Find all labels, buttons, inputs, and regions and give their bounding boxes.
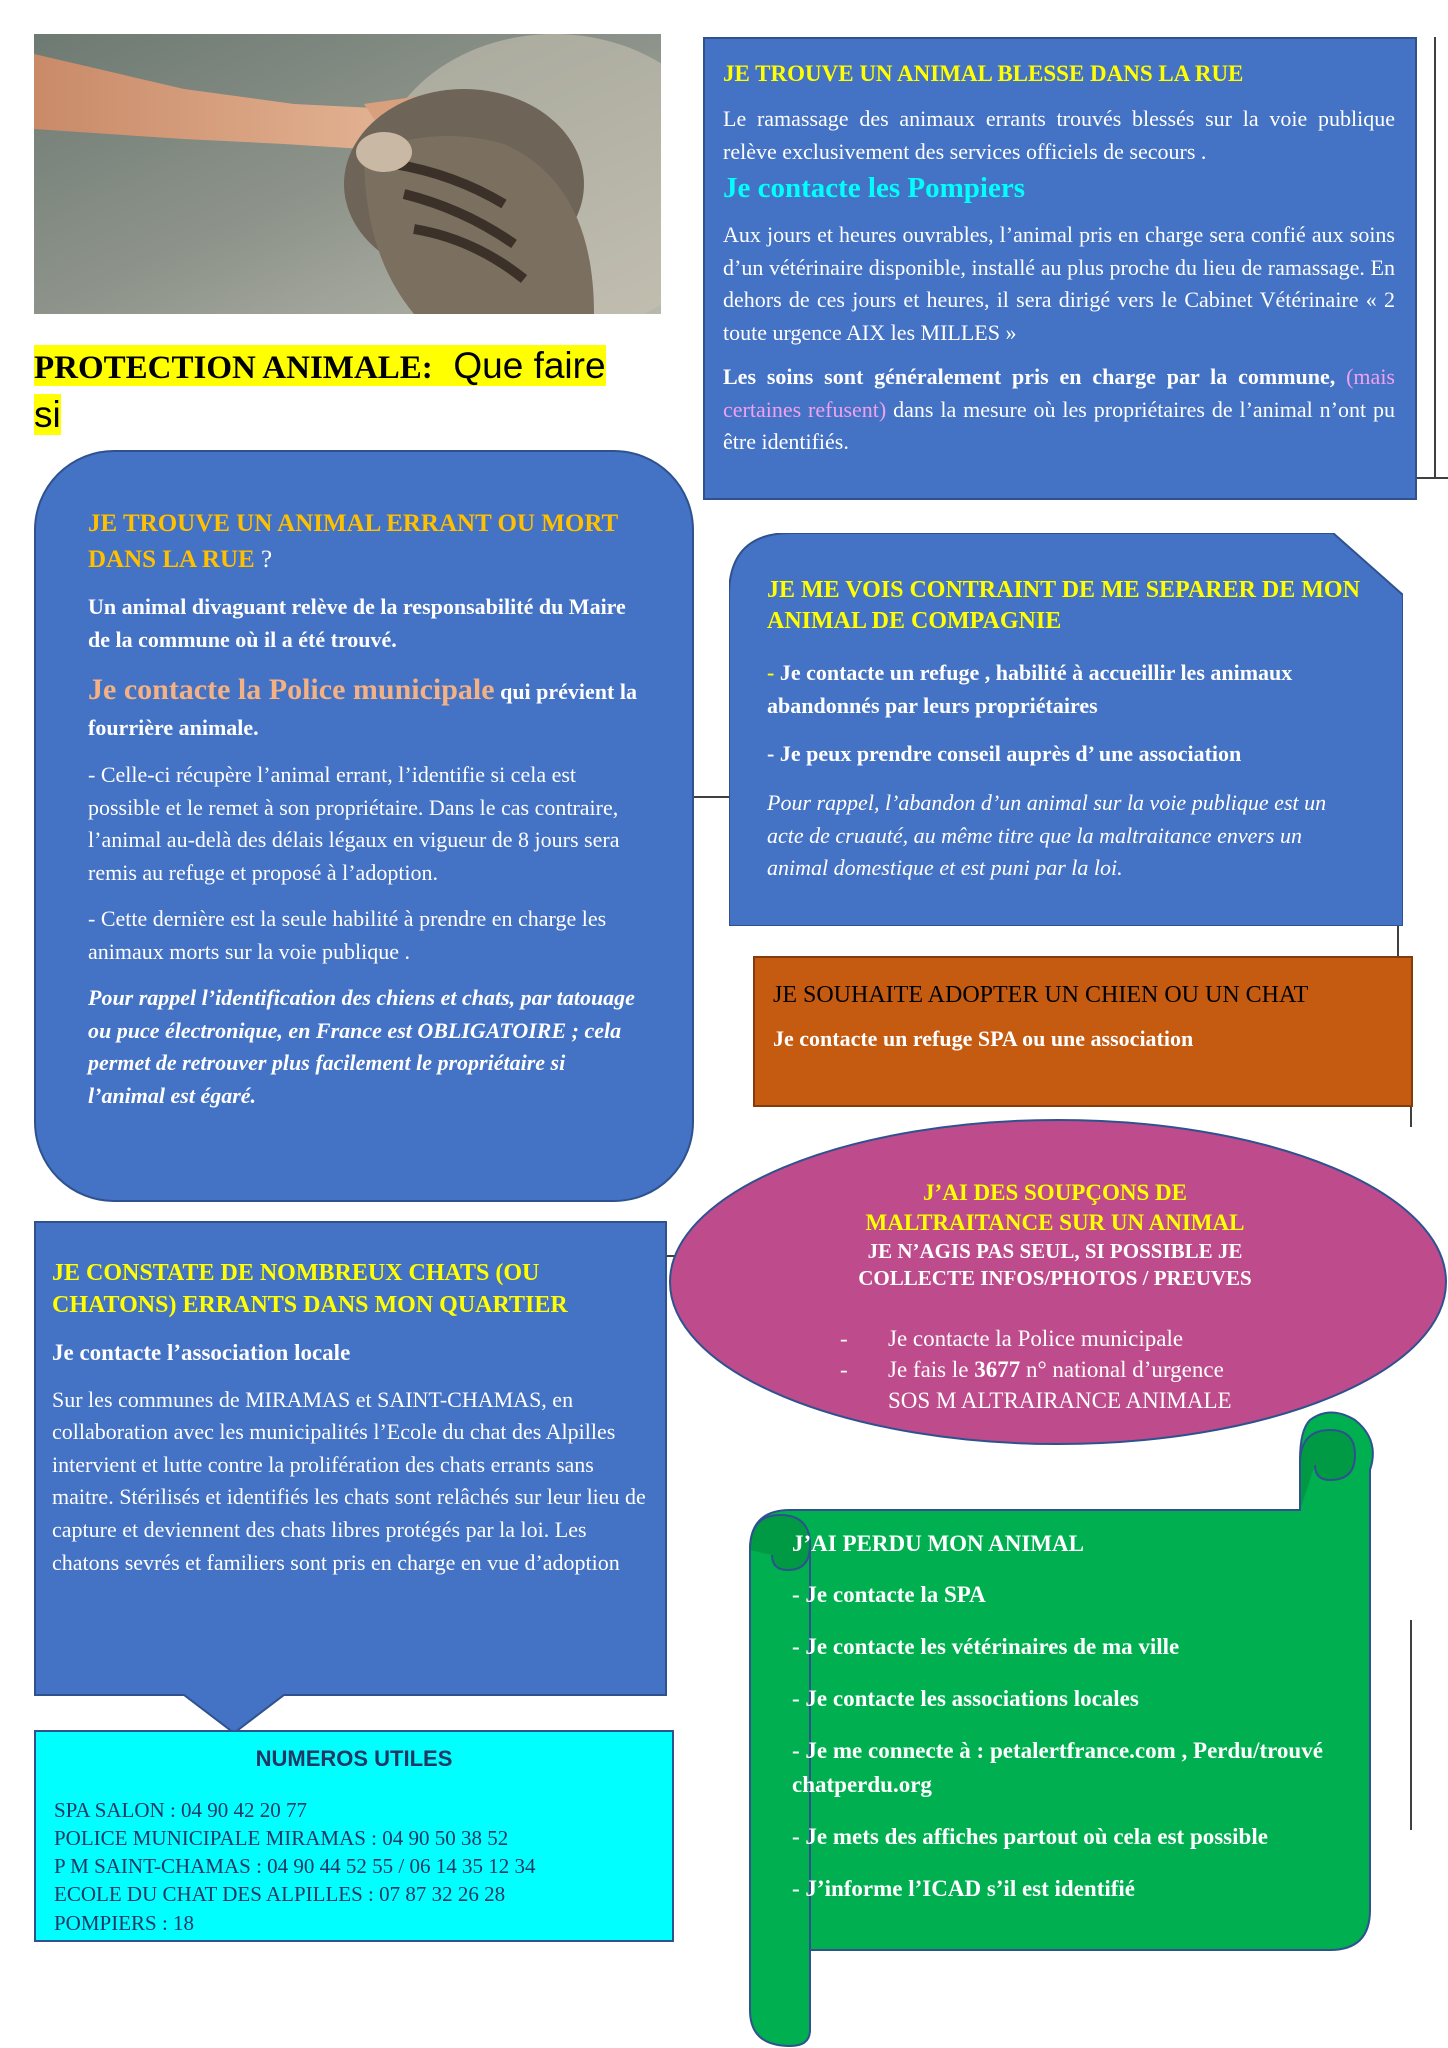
abuse-title-1: J’AI DES SOUPÇONS DE <box>923 1180 1187 1205</box>
separate-animal-box <box>729 533 1403 926</box>
stray-title <box>88 506 644 577</box>
stray-text-1: Un animal divaguant relève de la responsabilité du Maire de la commune où il a été trouvé. <box>88 594 626 652</box>
lost-title: J’AI PERDU MON ANIMAL <box>792 1531 1084 1556</box>
cats-contact: Je contacte l’association locale <box>52 1339 351 1365</box>
stray-contact: Je contacte la Police municipale <box>88 673 495 707</box>
page-title <box>34 342 610 440</box>
abuse-sub-1: JE N’AGIS PAS SEUL, SI POSSIBLE JE <box>867 1238 1243 1263</box>
abuse-item-2-a: Je fais le <box>888 1357 975 1383</box>
abuse-sub-2: COLLECTE INFOS/PHOTOS / PREUVES <box>858 1266 1252 1291</box>
number-line: POMPIERS : 18 <box>54 1910 195 1935</box>
abuse-list <box>840 1323 1360 1416</box>
cat-photo <box>34 34 661 314</box>
abuse-item-1: Je contacte la Police municipale <box>888 1326 1184 1351</box>
stray-title-q: ? <box>254 545 273 573</box>
lost-animal-box <box>792 1527 1382 1924</box>
abuse-dash: - <box>840 1326 848 1351</box>
number-line: SPA SALON : 04 90 42 20 77 <box>54 1798 308 1822</box>
separate-text-1-body: Je contacte un refuge , habilité à accueillir les animaux abandonnés par leurs propriétaires <box>767 660 1293 718</box>
injured-title: JE TROUVE UN ANIMAL BLESSE DANS LA RUE <box>723 61 1244 86</box>
separate-text-1 <box>767 657 1367 722</box>
useful-numbers-box <box>34 1730 674 1942</box>
injured-text-3-rest: dans la mesure où les propriétaires de l’animal n’ont pu être identifiés. <box>723 396 1395 455</box>
title-bold: PROTECTION ANIMALE: <box>34 350 433 386</box>
injured-text-1: Le ramassage des animaux errants trouvés blessés sur la voie publique relève exclusivement des services officiels de secours . <box>723 106 1395 164</box>
connector-line <box>1397 926 1399 956</box>
lost-item: - Je contacte la SPA <box>792 1582 986 1608</box>
abuse-item-2 <box>888 1354 1224 1385</box>
connector-line <box>694 796 730 798</box>
number-line: P M SAINT-CHAMAS : 04 90 44 52 55 / 06 14 35 12 34 <box>54 1854 536 1879</box>
adopt-title: JE SOUHAITE ADOPTER UN CHIEN OU UN CHAT <box>773 982 1309 1008</box>
abuse-title-2: MALTRAITANCE SUR UN ANIMAL <box>865 1209 1245 1235</box>
abuse-item-2-c: SOS M ALTRAIRANCE ANIMALE <box>888 1388 1232 1414</box>
stray-text-3: - Cette dernière est la seule habilité à prendre en charge les animaux morts sur la voie publique . <box>88 906 607 964</box>
stray-contact-rest: qui prévient la fourrière animale. <box>88 679 637 741</box>
abuse-box <box>740 1178 1370 1292</box>
cats-title: JE CONSTATE DE NOMBREUX CHATS (OU CHATONS) ERRANTS DANS MON QUARTIER <box>52 1260 568 1319</box>
separate-title: JE ME VOIS CONTRAINT DE ME SEPARER DE MON ANIMAL DE COMPAGNIE <box>767 577 1360 635</box>
stray-animal-box <box>34 450 694 1202</box>
lost-item: - Je contacte les vétérinaires de ma ville <box>792 1634 1180 1660</box>
abuse-item <box>840 1354 1360 1385</box>
numbers-title: NUMEROS UTILES <box>255 1746 453 1771</box>
injured-animal-box <box>703 37 1417 500</box>
injured-text-3 <box>723 361 1395 459</box>
adopt-text: Je contacte un refuge SPA ou une association <box>773 1026 1194 1051</box>
abuse-item <box>840 1323 1360 1354</box>
injured-text-3-bold: Les soins sont généralement pris en charge par la commune, <box>723 364 1336 390</box>
cats-text: Sur les communes de MIRAMAS et SAINT-CHAMAS, en collaboration avec les municipalités l’Ecole du chat des Alpilles intervient et lutte contre la prolifération des chats errants sans maitre. Stérilisés et identifiés les chats sont relâchés sur leur lieu de capture et deviennent des chats libres protégés par la loi. Les chatons sevrés et familiers sont pris en charge en vue d’adoption <box>52 1386 646 1575</box>
lost-item: - J’informe l’ICAD s’il est identifié <box>792 1875 1136 1901</box>
separate-dash: - <box>767 660 780 686</box>
connector-line <box>1417 477 1448 479</box>
lost-item: - Je mets des affiches partout où cela est possible <box>792 1823 1268 1849</box>
lost-item: - Je me connecte à : petalertfrance.com , Perdu/trouvé chatperdu.org <box>792 1738 1323 1797</box>
abuse-hotline-number: 3677 <box>974 1357 1021 1383</box>
lost-item: - Je contacte les associations locales <box>792 1686 1139 1712</box>
stray-title-text: JE TROUVE UN ANIMAL ERRANT OU MORT DANS LA RUE <box>88 510 618 573</box>
abuse-dash: - <box>840 1357 848 1383</box>
connector-line <box>1434 37 1436 477</box>
number-line: ECOLE DU CHAT DES ALPILLES : 07 87 32 26 28 <box>54 1882 506 1907</box>
connector-line <box>1410 1620 1412 1830</box>
stray-cats-box <box>34 1221 667 1695</box>
abuse-item-2-b: n° national d’urgence <box>1020 1357 1224 1383</box>
adopt-box <box>753 956 1413 1107</box>
separate-text-3: Pour rappel, l’abandon d’un animal sur la voie publique est un acte de cruauté, au même titre que la maltraitance envers un animal domestique et est puni par la loi. <box>767 790 1327 881</box>
injured-text-3-note: (mais certaines refusent) <box>723 364 1395 422</box>
separate-text-2: - Je peux prendre conseil auprès d’ une association <box>767 741 1242 767</box>
injured-contact: Je contacte les Pompiers <box>723 172 1025 205</box>
stray-text-4: Pour rappel l’identification des chiens et chats, par tatouage ou puce électronique, en France est OBLIGATOIRE ; cela permet de retrouver plus facilement le propriétaire si l’animal est égaré. <box>88 985 635 1108</box>
stray-text-2: - Celle-ci récupère l’animal errant, l’identifie si cela est possible et le remet à son propriétaire. Dans le cas contraire, l’animal au-delà des délais légaux en vigueur de 8 jours sera remis au refuge et proposé à l’adoption. <box>88 762 620 885</box>
stray-contact-line <box>88 668 644 745</box>
number-line: POLICE MUNICIPALE MIRAMAS : 04 90 50 38 52 <box>54 1826 509 1851</box>
injured-text-2: Aux jours et heures ouvrables, l’animal pris en charge sera confié aux soins d’un vétérinaire disponible, installé au plus proche du lieu de ramassage. En dehors de ces jours et heures, il sera dirigé vers le Cabinet Vétérinaire « 2 toute urgence AIX les MILLES » <box>723 222 1395 345</box>
title-rest: Que faire si <box>34 345 606 435</box>
